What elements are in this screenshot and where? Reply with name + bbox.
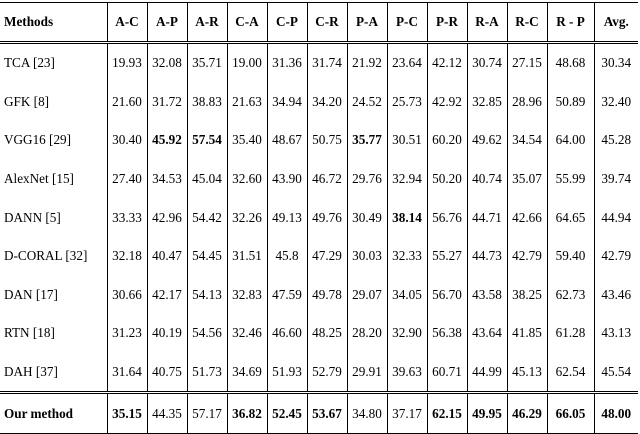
value-cell: 32.83 xyxy=(227,276,267,315)
column-header: P-R xyxy=(427,3,467,43)
value-cell: 33.33 xyxy=(107,198,147,237)
table-row xyxy=(0,43,638,83)
value-cell: 44.94 xyxy=(594,198,638,237)
value-cell: 32.18 xyxy=(107,237,147,276)
value-cell: 55.27 xyxy=(427,237,467,276)
value-cell: 32.08 xyxy=(147,43,187,83)
column-header: R - P xyxy=(547,3,594,43)
column-header: R-C xyxy=(507,3,547,43)
value-cell: 34.54 xyxy=(507,121,547,160)
table-row xyxy=(0,121,638,160)
value-cell: 30.74 xyxy=(467,43,507,83)
value-cell: 48.00 xyxy=(594,393,638,434)
value-cell: 21.60 xyxy=(107,83,147,122)
value-cell: 43.64 xyxy=(467,314,507,353)
value-cell: 48.25 xyxy=(307,314,347,353)
value-cell: 42.79 xyxy=(507,237,547,276)
column-header: R-A xyxy=(467,3,507,43)
value-cell: 31.51 xyxy=(227,237,267,276)
value-cell: 24.52 xyxy=(347,83,387,122)
value-cell: 47.59 xyxy=(267,276,307,315)
table-row xyxy=(0,353,638,393)
value-cell: 21.63 xyxy=(227,83,267,122)
value-cell: 31.72 xyxy=(147,83,187,122)
value-cell: 27.15 xyxy=(507,43,547,83)
value-cell: 35.40 xyxy=(227,121,267,160)
value-cell: 32.33 xyxy=(387,237,427,276)
value-cell: 49.62 xyxy=(467,121,507,160)
method-name-cell: DAN [17] xyxy=(0,276,107,315)
value-cell: 61.28 xyxy=(547,314,594,353)
value-cell: 45.13 xyxy=(507,353,547,393)
value-cell: 44.35 xyxy=(147,393,187,434)
value-cell: 32.94 xyxy=(387,160,427,199)
value-cell: 44.71 xyxy=(467,198,507,237)
column-header: A-C xyxy=(107,3,147,43)
value-cell: 19.00 xyxy=(227,43,267,83)
value-cell: 38.83 xyxy=(187,83,227,122)
column-header: P-C xyxy=(387,3,427,43)
table-row xyxy=(0,314,638,353)
column-header: A-P xyxy=(147,3,187,43)
value-cell: 32.26 xyxy=(227,198,267,237)
value-cell: 43.13 xyxy=(594,314,638,353)
column-header-methods: Methods xyxy=(0,3,107,43)
value-cell: 23.64 xyxy=(387,43,427,83)
value-cell: 49.76 xyxy=(307,198,347,237)
method-name-cell: RTN [18] xyxy=(0,314,107,353)
value-cell: 45.8 xyxy=(267,237,307,276)
value-cell: 34.20 xyxy=(307,83,347,122)
value-cell: 49.78 xyxy=(307,276,347,315)
table-row xyxy=(0,160,638,199)
value-cell: 40.75 xyxy=(147,353,187,393)
value-cell: 46.29 xyxy=(507,393,547,434)
value-cell: 38.14 xyxy=(387,198,427,237)
value-cell: 56.70 xyxy=(427,276,467,315)
method-name-cell: DAH [37] xyxy=(0,353,107,393)
value-cell: 47.29 xyxy=(307,237,347,276)
value-cell: 29.76 xyxy=(347,160,387,199)
value-cell: 32.60 xyxy=(227,160,267,199)
value-cell: 49.13 xyxy=(267,198,307,237)
method-name-cell: GFK [8] xyxy=(0,83,107,122)
value-cell: 29.07 xyxy=(347,276,387,315)
table-row xyxy=(0,276,638,315)
method-name-cell: AlexNet [15] xyxy=(0,160,107,199)
value-cell: 35.15 xyxy=(107,393,147,434)
value-cell: 54.42 xyxy=(187,198,227,237)
value-cell: 31.64 xyxy=(107,353,147,393)
value-cell: 25.73 xyxy=(387,83,427,122)
method-name-cell: Our method xyxy=(0,393,107,434)
table-row xyxy=(0,198,638,237)
table-row xyxy=(0,237,638,276)
value-cell: 35.77 xyxy=(347,121,387,160)
value-cell: 30.51 xyxy=(387,121,427,160)
value-cell: 62.54 xyxy=(547,353,594,393)
value-cell: 42.17 xyxy=(147,276,187,315)
value-cell: 43.46 xyxy=(594,276,638,315)
method-name-cell: D-CORAL [32] xyxy=(0,237,107,276)
table-row xyxy=(0,393,638,434)
value-cell: 56.38 xyxy=(427,314,467,353)
value-cell: 54.56 xyxy=(187,314,227,353)
value-cell: 64.65 xyxy=(547,198,594,237)
value-cell: 49.95 xyxy=(467,393,507,434)
column-header: C-A xyxy=(227,3,267,43)
value-cell: 35.07 xyxy=(507,160,547,199)
value-cell: 34.53 xyxy=(147,160,187,199)
value-cell: 60.20 xyxy=(427,121,467,160)
value-cell: 34.80 xyxy=(347,393,387,434)
value-cell: 31.36 xyxy=(267,43,307,83)
value-cell: 40.74 xyxy=(467,160,507,199)
value-cell: 44.73 xyxy=(467,237,507,276)
column-header: Avg. xyxy=(594,3,638,43)
value-cell: 53.67 xyxy=(307,393,347,434)
value-cell: 34.05 xyxy=(387,276,427,315)
value-cell: 57.54 xyxy=(187,121,227,160)
value-cell: 45.54 xyxy=(594,353,638,393)
value-cell: 51.73 xyxy=(187,353,227,393)
value-cell: 44.99 xyxy=(467,353,507,393)
value-cell: 34.94 xyxy=(267,83,307,122)
value-cell: 50.75 xyxy=(307,121,347,160)
value-cell: 32.40 xyxy=(594,83,638,122)
value-cell: 45.04 xyxy=(187,160,227,199)
value-cell: 50.20 xyxy=(427,160,467,199)
value-cell: 30.66 xyxy=(107,276,147,315)
value-cell: 36.82 xyxy=(227,393,267,434)
value-cell: 52.45 xyxy=(267,393,307,434)
value-cell: 30.40 xyxy=(107,121,147,160)
value-cell: 30.34 xyxy=(594,43,638,83)
value-cell: 27.40 xyxy=(107,160,147,199)
results-table xyxy=(0,2,638,434)
value-cell: 50.89 xyxy=(547,83,594,122)
value-cell: 62.15 xyxy=(427,393,467,434)
value-cell: 51.93 xyxy=(267,353,307,393)
value-cell: 56.76 xyxy=(427,198,467,237)
value-cell: 59.40 xyxy=(547,237,594,276)
value-cell: 64.00 xyxy=(547,121,594,160)
value-cell: 30.49 xyxy=(347,198,387,237)
value-cell: 43.58 xyxy=(467,276,507,315)
value-cell: 62.73 xyxy=(547,276,594,315)
value-cell: 66.05 xyxy=(547,393,594,434)
value-cell: 31.74 xyxy=(307,43,347,83)
value-cell: 39.74 xyxy=(594,160,638,199)
column-header: C-P xyxy=(267,3,307,43)
method-name-cell: VGG16 [29] xyxy=(0,121,107,160)
value-cell: 60.71 xyxy=(427,353,467,393)
table-row xyxy=(0,83,638,122)
value-cell: 29.91 xyxy=(347,353,387,393)
value-cell: 48.68 xyxy=(547,43,594,83)
value-cell: 45.28 xyxy=(594,121,638,160)
value-cell: 35.71 xyxy=(187,43,227,83)
value-cell: 52.79 xyxy=(307,353,347,393)
value-cell: 19.93 xyxy=(107,43,147,83)
value-cell: 42.66 xyxy=(507,198,547,237)
value-cell: 42.12 xyxy=(427,43,467,83)
method-name-cell: DANN [5] xyxy=(0,198,107,237)
value-cell: 32.90 xyxy=(387,314,427,353)
value-cell: 54.45 xyxy=(187,237,227,276)
value-cell: 42.92 xyxy=(427,83,467,122)
column-header: A-R xyxy=(187,3,227,43)
value-cell: 37.17 xyxy=(387,393,427,434)
value-cell: 32.46 xyxy=(227,314,267,353)
value-cell: 54.13 xyxy=(187,276,227,315)
value-cell: 34.69 xyxy=(227,353,267,393)
value-cell: 31.23 xyxy=(107,314,147,353)
value-cell: 30.03 xyxy=(347,237,387,276)
value-cell: 46.60 xyxy=(267,314,307,353)
method-name-cell: TCA [23] xyxy=(0,43,107,83)
value-cell: 57.17 xyxy=(187,393,227,434)
column-header: C-R xyxy=(307,3,347,43)
value-cell: 28.96 xyxy=(507,83,547,122)
value-cell: 45.92 xyxy=(147,121,187,160)
header-row xyxy=(0,3,638,43)
value-cell: 42.79 xyxy=(594,237,638,276)
value-cell: 21.92 xyxy=(347,43,387,83)
value-cell: 40.47 xyxy=(147,237,187,276)
value-cell: 55.99 xyxy=(547,160,594,199)
value-cell: 41.85 xyxy=(507,314,547,353)
value-cell: 48.67 xyxy=(267,121,307,160)
value-cell: 40.19 xyxy=(147,314,187,353)
value-cell: 38.25 xyxy=(507,276,547,315)
table-body xyxy=(0,43,638,434)
value-cell: 28.20 xyxy=(347,314,387,353)
value-cell: 43.90 xyxy=(267,160,307,199)
value-cell: 42.96 xyxy=(147,198,187,237)
value-cell: 39.63 xyxy=(387,353,427,393)
column-header: P-A xyxy=(347,3,387,43)
value-cell: 46.72 xyxy=(307,160,347,199)
value-cell: 32.85 xyxy=(467,83,507,122)
